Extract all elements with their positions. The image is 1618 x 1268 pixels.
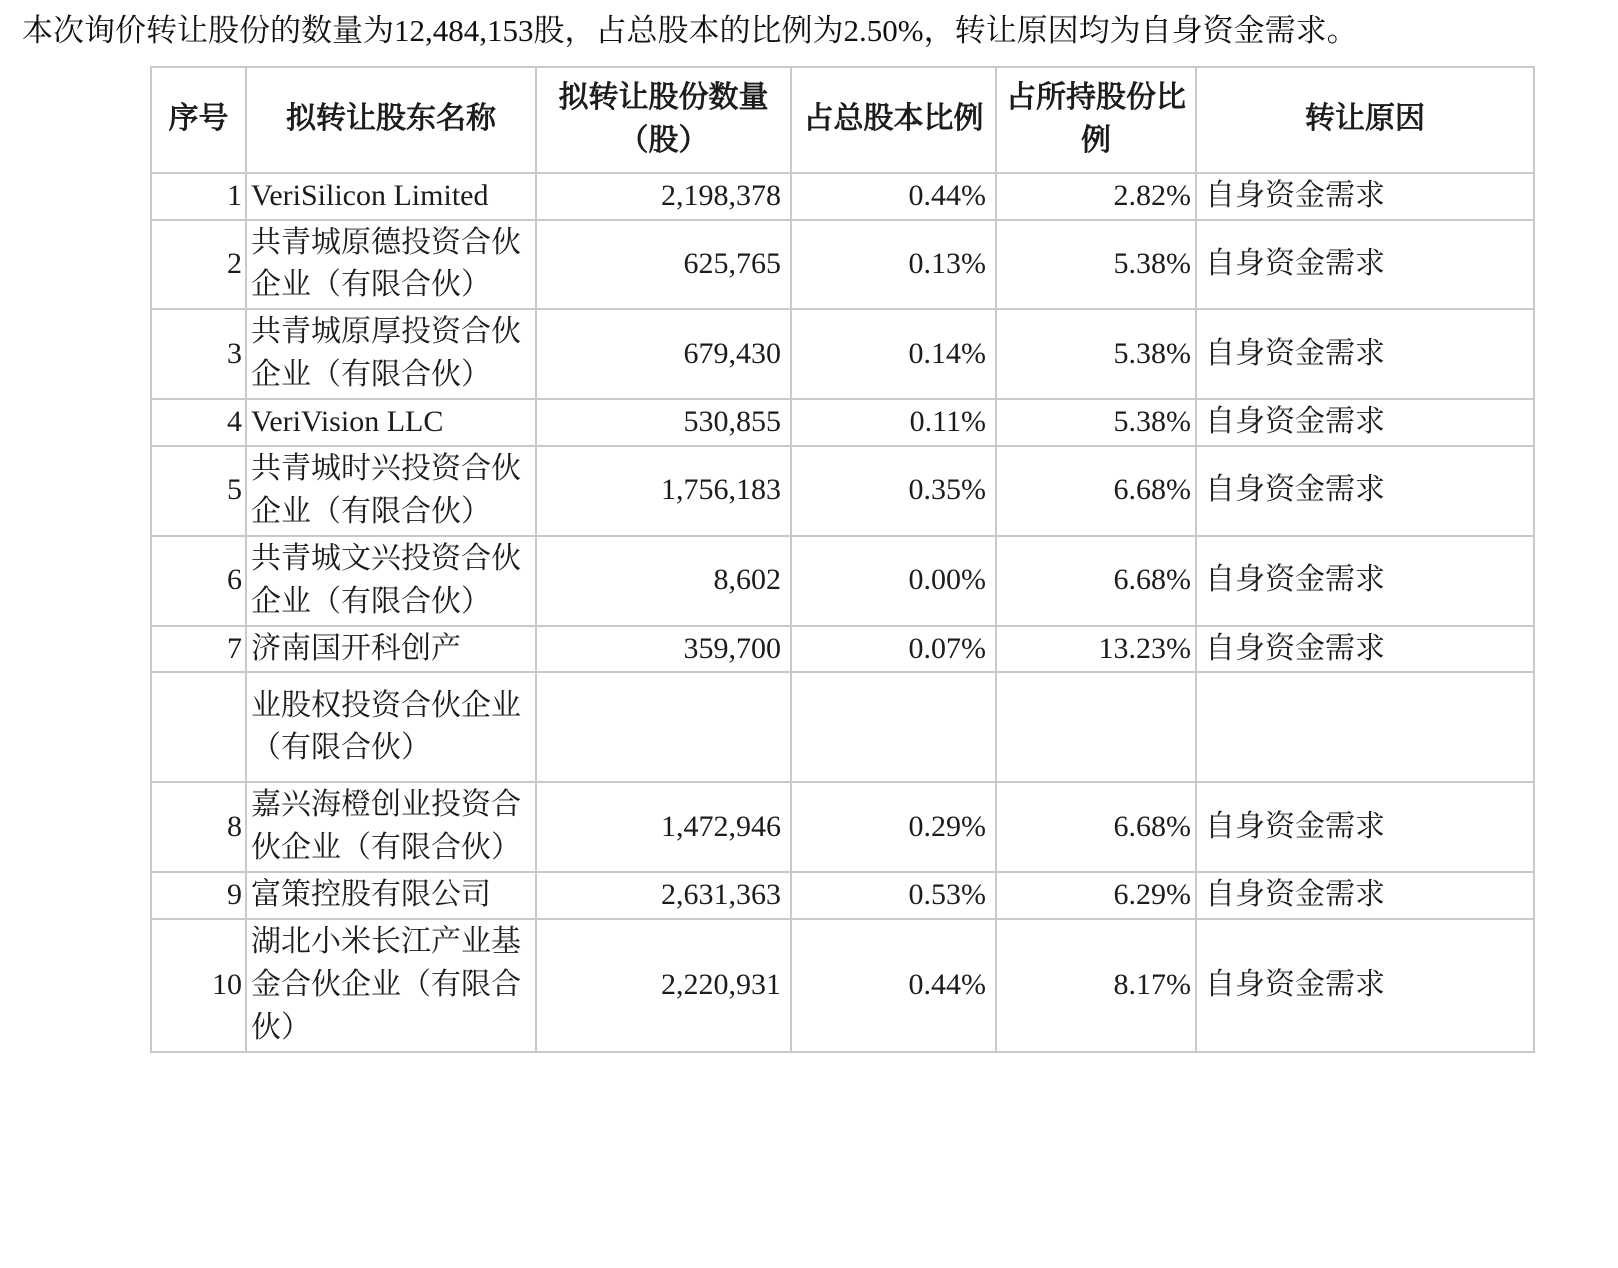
header-name: 拟转让股东名称 [246, 67, 536, 173]
row-shares-cell: 530,855 [536, 399, 791, 446]
header-shares: 拟转让股份数量（股） [536, 67, 791, 173]
row-pct-held-cell: 6.29% [996, 872, 1196, 919]
row-reason-cell: 自身资金需求 [1196, 220, 1534, 310]
row-pct-held-cell: 8.17% [996, 919, 1196, 1052]
row-reason-cell: 自身资金需求 [1196, 919, 1534, 1052]
row-reason-cell: 自身资金需求 [1196, 399, 1534, 446]
row-shares-cell: 1,756,183 [536, 446, 791, 536]
row-pct-held-cell: 6.68% [996, 536, 1196, 626]
row-reason-cell: 自身资金需求 [1196, 446, 1534, 536]
row-pct-total-cell: 0.44% [791, 919, 996, 1052]
row-pct-held-cell: 6.68% [996, 782, 1196, 872]
row-no-cell [151, 672, 246, 782]
table-header-row [151, 67, 1534, 173]
row-name-cell: 共青城原德投资合伙企业（有限合伙） [246, 220, 536, 310]
row-shares-cell: 8,602 [536, 536, 791, 626]
row-name-cell: 业股权投资合伙企业（有限合伙） [246, 672, 536, 782]
row-shares-cell [536, 672, 791, 782]
row-pct-total-cell: 0.35% [791, 446, 996, 536]
row-no-cell: 8 [151, 782, 246, 872]
table-row [151, 919, 1534, 1052]
header-pct-held: 占所持股份比例 [996, 67, 1196, 173]
row-shares-cell: 359,700 [536, 626, 791, 673]
table-row [151, 626, 1534, 673]
row-no-cell: 10 [151, 919, 246, 1052]
row-reason-cell [1196, 672, 1534, 782]
table-row [151, 536, 1534, 626]
header-reason: 转让原因 [1196, 67, 1534, 173]
row-pct-held-cell: 5.38% [996, 399, 1196, 446]
row-pct-held-cell: 5.38% [996, 220, 1196, 310]
intro-paragraph: 本次询价转让股份的数量为12,484,153股，占总股本的比例为2.50%，转让原因均为自身资金需求。 [22, 13, 1358, 48]
row-pct-held-cell: 13.23% [996, 626, 1196, 673]
row-reason-cell: 自身资金需求 [1196, 536, 1534, 626]
table-row [151, 399, 1534, 446]
table-row [151, 173, 1534, 220]
row-shares-cell: 679,430 [536, 309, 791, 399]
table-row [151, 872, 1534, 919]
row-reason-cell: 自身资金需求 [1196, 626, 1534, 673]
header-no: 序号 [151, 67, 246, 173]
table-row [151, 446, 1534, 536]
table-row [151, 309, 1534, 399]
row-shares-cell: 1,472,946 [536, 782, 791, 872]
row-pct-total-cell: 0.44% [791, 173, 996, 220]
row-pct-total-cell: 0.53% [791, 872, 996, 919]
row-shares-cell: 625,765 [536, 220, 791, 310]
row-pct-held-cell: 5.38% [996, 309, 1196, 399]
row-pct-total-cell: 0.00% [791, 536, 996, 626]
row-shares-cell: 2,220,931 [536, 919, 791, 1052]
row-shares-cell: 2,198,378 [536, 173, 791, 220]
row-no-cell: 3 [151, 309, 246, 399]
table-row-continuation [151, 672, 1534, 782]
row-pct-total-cell: 0.07% [791, 626, 996, 673]
row-no-cell: 5 [151, 446, 246, 536]
row-name-cell: 共青城文兴投资合伙企业（有限合伙） [246, 536, 536, 626]
row-name-cell: 济南国开科创产 [246, 626, 536, 673]
row-shares-cell: 2,631,363 [536, 872, 791, 919]
row-pct-held-cell [996, 672, 1196, 782]
row-pct-held-cell: 2.82% [996, 173, 1196, 220]
row-no-cell: 2 [151, 220, 246, 310]
row-no-cell: 6 [151, 536, 246, 626]
row-name-cell: 共青城时兴投资合伙企业（有限合伙） [246, 446, 536, 536]
table-row [151, 220, 1534, 310]
row-name-cell: 富策控股有限公司 [246, 872, 536, 919]
row-pct-held-cell: 6.68% [996, 446, 1196, 536]
table-row [151, 782, 1534, 872]
header-pct-total: 占总股本比例 [791, 67, 996, 173]
row-no-cell: 1 [151, 173, 246, 220]
row-pct-total-cell: 0.11% [791, 399, 996, 446]
row-name-cell: VeriSilicon Limited [246, 173, 536, 220]
row-reason-cell: 自身资金需求 [1196, 782, 1534, 872]
row-reason-cell: 自身资金需求 [1196, 309, 1534, 399]
share-transfer-table [150, 66, 1535, 1053]
row-pct-total-cell: 0.29% [791, 782, 996, 872]
row-name-cell: 湖北小米长江产业基金合伙企业（有限合伙） [246, 919, 536, 1052]
row-no-cell: 4 [151, 399, 246, 446]
row-pct-total-cell [791, 672, 996, 782]
row-name-cell: VeriVision LLC [246, 399, 536, 446]
row-no-cell: 7 [151, 626, 246, 673]
row-name-cell: 共青城原厚投资合伙企业（有限合伙） [246, 309, 536, 399]
row-name-cell: 嘉兴海橙创业投资合伙企业（有限合伙） [246, 782, 536, 872]
row-reason-cell: 自身资金需求 [1196, 872, 1534, 919]
row-reason-cell: 自身资金需求 [1196, 173, 1534, 220]
row-pct-total-cell: 0.14% [791, 309, 996, 399]
row-pct-total-cell: 0.13% [791, 220, 996, 310]
row-no-cell: 9 [151, 872, 246, 919]
